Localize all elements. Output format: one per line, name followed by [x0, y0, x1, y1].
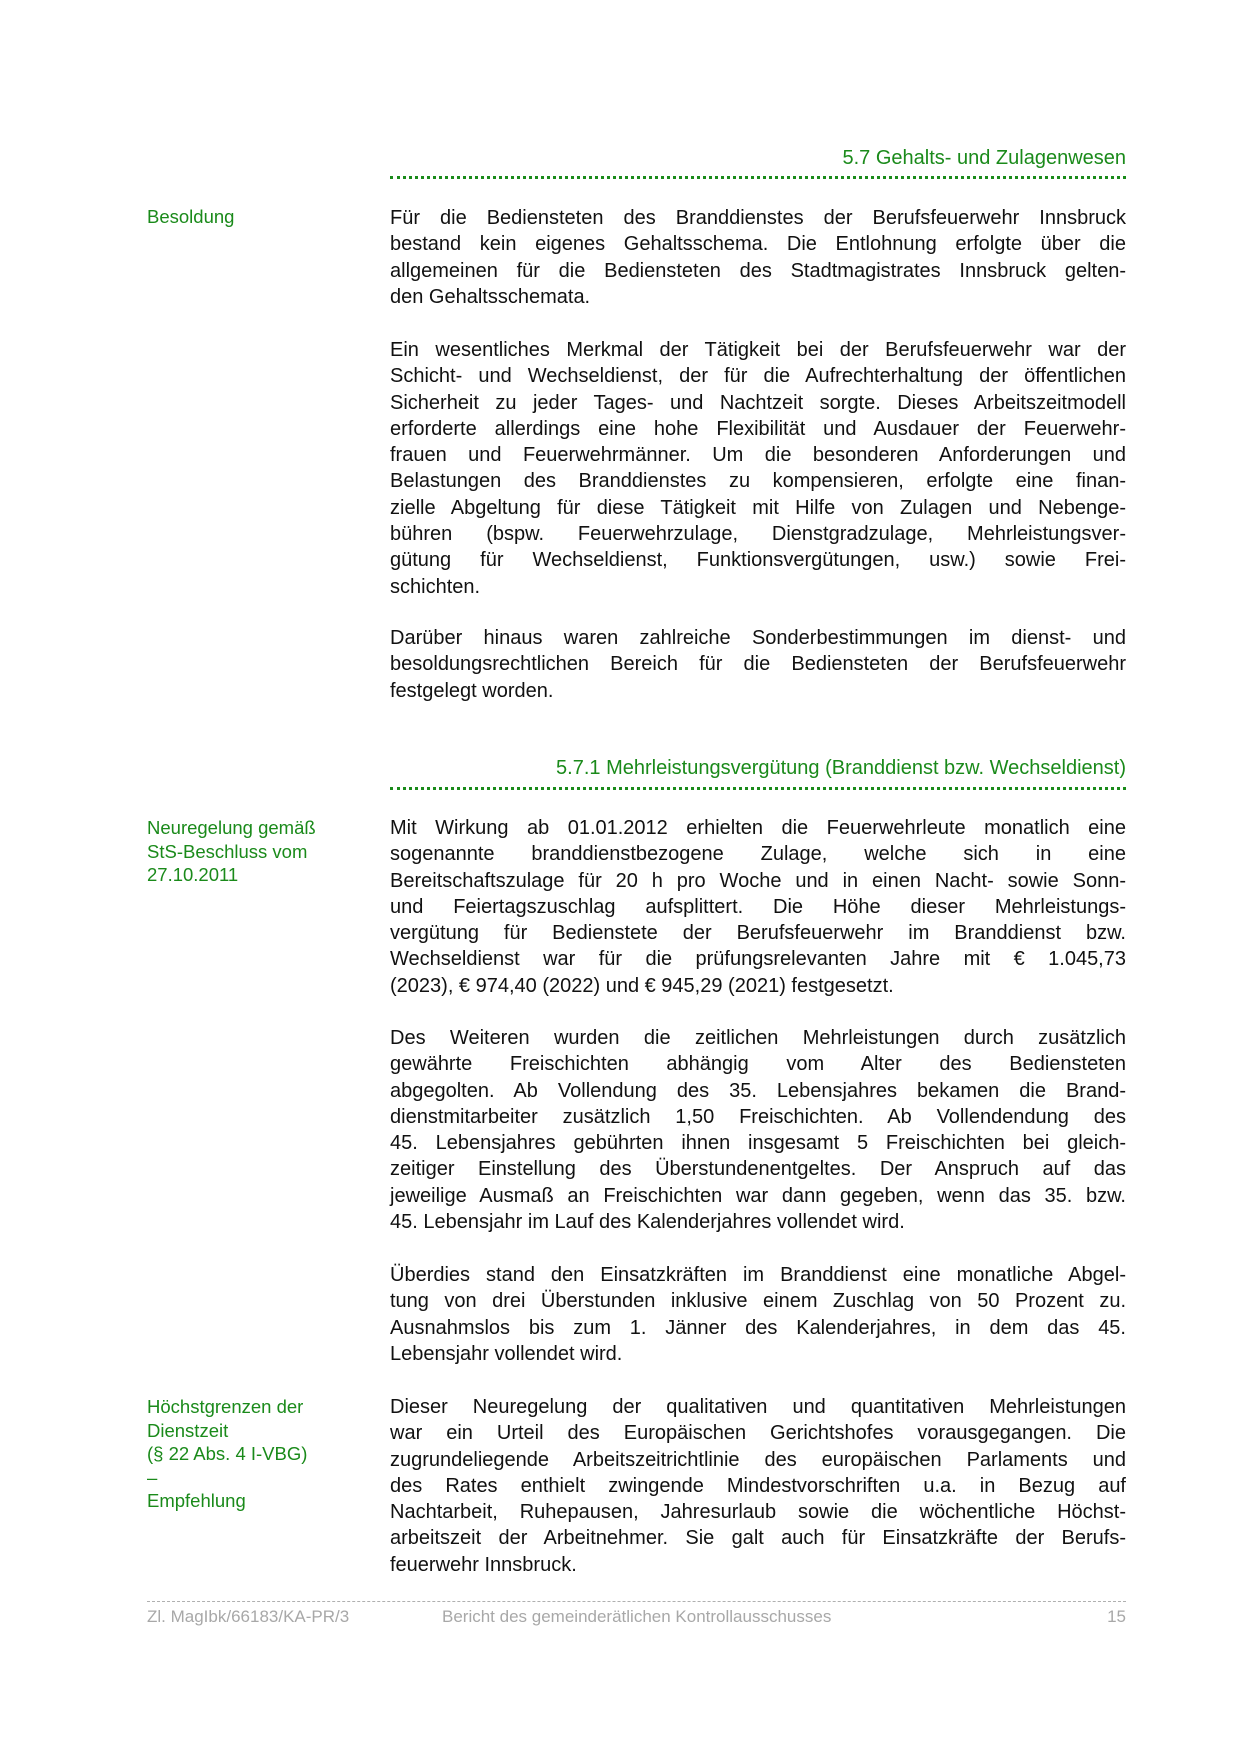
paragraph-line: bühren (bspw. Feuerwehrzulage, Dienstgradzulage, Mehrleistungsver- [390, 523, 1126, 546]
paragraph [390, 1025, 1126, 1235]
paragraph-line: Wechseldienst war für die prüfungsrelevanten Jahre mit € 1.045,73 [390, 948, 1126, 971]
paragraph-line: besoldungsrechtlichen Bereich für die Bediensteten der Berufsfeuerwehr [390, 653, 1126, 676]
paragraph-line: sogenannte branddienstbezogene Zulage, welche sich in eine [390, 843, 1126, 866]
paragraph-line: Darüber hinaus waren zahlreiche Sonderbestimmungen im dienst- und [390, 627, 1126, 649]
paragraph-line: Belastungen des Branddienstes zu kompensieren, erfolgte eine finan- [390, 470, 1126, 493]
side-label-line: – [147, 1466, 158, 1488]
side-label-line: Empfehlung [147, 1490, 246, 1511]
side-label-line: (§ 22 Abs. 4 I-VBG) [147, 1443, 308, 1464]
paragraph-line: Lebensjahr vollendet wird. [390, 1342, 623, 1365]
paragraph-line: gewährte Freischichten abhängig vom Alter des Bediensteten [390, 1053, 1126, 1076]
side-label-line: Dienstzeit [147, 1419, 229, 1441]
section-heading: 5.7 Gehalts- und Zulagenwesen [842, 147, 1126, 169]
paragraph-line: abgegolten. Ab Vollendung des 35. Lebensjahres bekamen die Brand- [390, 1079, 1126, 1102]
footer-reference: Zl. MagIbk/66183/KA-PR/3 [147, 1607, 350, 1626]
paragraph-line: Nachtarbeit, Ruhepausen, Jahresurlaub sowie die wöchentliche Höchst- [390, 1501, 1126, 1524]
paragraph-line: festgelegt worden. [390, 679, 554, 702]
paragraph-line: 45. Lebensjahr im Lauf des Kalenderjahres vollendet wird. [390, 1211, 905, 1234]
paragraph-line: Ein wesentliches Merkmal der Tätigkeit bei der Berufsfeuerwehr war der [390, 339, 1126, 361]
paragraph-line: Sicherheit zu jeder Tages- und Nachtzeit sorgte. Dieses Arbeitszeitmodell [390, 391, 1126, 414]
side-label-line: 27.10.2011 [147, 864, 239, 885]
paragraph-line: arbeitszeit der Arbeitnehmer. Sie galt auch für Einsatzkräfte der Berufs- [390, 1527, 1126, 1550]
paragraph-line: gütung für Wechseldienst, Funktionsvergütungen, usw.) sowie Frei- [390, 549, 1126, 572]
paragraph [390, 1394, 1126, 1578]
paragraph [390, 625, 1126, 704]
side-label-line: Höchstgrenzen der [147, 1396, 304, 1417]
paragraph-line: zielle Abgeltung für diese Tätigkeit mit Hilfe von Zulagen und Nebenge- [390, 496, 1126, 519]
paragraph-line: Überdies stand den Einsatzkräften im Branddienst eine monatliche Abgel- [390, 1264, 1126, 1286]
footer-title: Bericht des gemeinderätlichen Kontrollausschusses [442, 1607, 832, 1626]
paragraph-line: des Rates enthielt zwingende Mindestvorschriften u.a. in Bezug auf [390, 1474, 1126, 1497]
paragraph-line: bestand kein eigenes Gehaltsschema. Die Entlohnung erfolgte über die [390, 233, 1126, 256]
paragraph-line: vergütung für Bedienstete der Berufsfeuerwehr im Branddienst bzw. [390, 922, 1126, 945]
side-label-line: StS-Beschluss vom [147, 840, 308, 862]
paragraph-line: (2023), € 974,40 (2022) und € 945,29 (2021) festgesetzt. [390, 974, 894, 997]
paragraph-line: schichten. [390, 575, 481, 598]
paragraph [390, 205, 1126, 310]
paragraph-line: feuerwehr Innsbruck. [390, 1553, 577, 1576]
subsection-heading-rule [390, 787, 1126, 790]
paragraph-line: frauen und Feuerwehrmänner. Um die besonderen Anforderungen und [390, 444, 1126, 467]
paragraph [390, 337, 1126, 600]
section-heading-rule [390, 176, 1126, 179]
footer-rule [147, 1601, 1126, 1602]
paragraph-line: Bereitschaftszulage für 20 h pro Woche und in einen Nacht- sowie Sonn- [390, 869, 1126, 892]
side-label-neuregelung [147, 816, 357, 887]
paragraph [390, 1262, 1126, 1367]
paragraph-line: Für die Bediensteten des Branddienstes der Berufsfeuerwehr Innsbruck [390, 207, 1126, 229]
paragraph [390, 815, 1126, 999]
side-label-line: Neuregelung gemäß [147, 817, 316, 838]
paragraph-line: Dieser Neuregelung der qualitativen und quantitativen Mehrleistungen [390, 1396, 1126, 1418]
footer-page-number: 15 [1107, 1607, 1126, 1626]
paragraph-line: Des Weiteren wurden die zeitlichen Mehrleistungen durch zusätzlich [390, 1027, 1126, 1049]
paragraph-line: Schicht- und Wechseldienst, der für die Aufrechterhaltung der öffentlichen [390, 365, 1126, 388]
paragraph-line: dienstmitarbeiter zusätzlich 1,50 Freischichten. Ab Vollendendung des [390, 1105, 1126, 1128]
paragraph-line: war ein Urteil des Europäischen Gerichtshofes vorausgegangen. Die [390, 1422, 1126, 1445]
paragraph-line: erforderte allerdings eine hohe Flexibilität und Ausdauer der Feuerwehr- [390, 417, 1126, 440]
paragraph-line: und Feiertagszuschlag aufsplittert. Die Höhe dieser Mehrleistungs- [390, 895, 1126, 918]
side-label-hoechstgrenzen [147, 1395, 357, 1513]
paragraph-line: Ausnahmslos bis zum 1. Jänner des Kalenderjahres, in dem das 45. [390, 1316, 1126, 1339]
subsection-heading: 5.7.1 Mehrleistungsvergütung (Branddienst bzw. Wechseldienst) [556, 757, 1126, 779]
paragraph-line: den Gehaltsschemata. [390, 285, 591, 308]
side-label-besoldung: Besoldung [147, 206, 235, 227]
paragraph-line: zeitiger Einstellung des Überstundenentgeltes. Der Anspruch auf das [390, 1158, 1126, 1181]
paragraph-line: Mit Wirkung ab 01.01.2012 erhielten die Feuerwehrleute monatlich eine [390, 817, 1126, 839]
paragraph-line: allgemeinen für die Bediensteten des Stadtmagistrates Innsbruck gelten- [390, 259, 1126, 282]
paragraph-line: tung von drei Überstunden inklusive einem Zuschlag von 50 Prozent zu. [390, 1290, 1126, 1313]
paragraph-line: 45. Lebensjahres gebührten ihnen insgesamt 5 Freischichten bei gleich- [390, 1132, 1126, 1155]
paragraph-line: zugrundeliegende Arbeitszeitrichtlinie des europäischen Parlaments und [390, 1448, 1126, 1471]
paragraph-line: jeweilige Ausmaß an Freischichten war dann gegeben, wenn das 35. bzw. [390, 1184, 1126, 1207]
